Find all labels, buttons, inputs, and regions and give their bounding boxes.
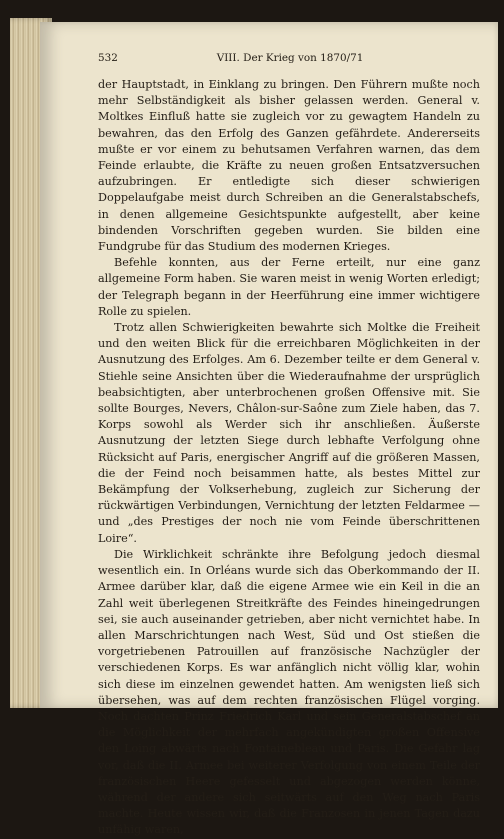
paragraph-2: Befehle konnten, aus der Ferne erteilt, nur eine ganz allgemeine Form haben. Sie waren meist in wenig Worten erledigt; der Telegraph begann in der Heerführung eine immer wichtigere Rolle zu spielen. <box>98 256 480 318</box>
running-title: VIII. Der Krieg von 1870/71 <box>216 52 364 64</box>
page-number: 532 <box>98 52 118 64</box>
paragraph-4: Die Wirklichkeit schränkte ihre Befolgung jedoch diesmal wesentlich ein. In Orléans wurde sich das Oberkommando der II. Armee darüber klar, daß die eigene Armee wie ein Keil in die an Zahl weit überlegenen Streitkräfte des Feindes hineingedrungen sei, sie auch auseinander getrieben, aber nicht vernichtet habe. In allen Marschrichtungen nach West, Süd und Ost stießen die vorgetriebenen Patrouillen auf französische Nachzügler der verschiedenen Korps. Es war anfänglich nicht völlig klar, wohin sich diese im einzelnen gewendet hatten. Am wenigsten ließ sich übersehen, was auf dem rechten französischen Flügel vorging. Noch dachten Prinz Friedrich Karl und sein Generalstabschef an die Möglichkeit der mehrfach angekündigten großen Offensive den Loing abwärts nach Fontainebleau und Paris. Die Gefahr lag vor, daß die II. Armee bei weiterer Verfolgung von einem Teile der französischen Heere gefesselt und abgezogen werden könne, während der andere sich seitwärts auf den Weg nach Paris machte. Heute wissen wir, daß die Franzosen in jenen Tagen dazu unfähig waren, <box>98 547 480 837</box>
paragraph-3: Trotz allen Schwierigkeiten bewahrte sich Moltke die Freiheit und den weiten Blick für die erreichbaren Möglichkeiten in der Ausnutzung des Erfolges. Am 6. Dezember teilte er dem General v. Stiehle seine Ansichten über die Wiederaufnahme der ursprüglich beabsichtigten, aber unterbrochenen großen Offensive mit. Sie sollte Bourges, Nevers, Châlon-sur-Saône zum Ziele haben, das 7. Korps sowohl als Werder sich ihr anschließen. Äußerste Ausnutzung der letzten Siege durch lebhafte Verfolgung ohne Rücksicht auf Paris, energischer Angriff auf die größeren Massen, die der Feind noch beisammen hatte, als bestes Mittel zur Bekämpfung der Volkserhebung, zugleich zur Sicherung der rückwärtigen Verbindungen, Vernichtung der letzten Feldarmee — und „des Prestiges der noch nie vom Feinde überschrittenen Loire“. <box>98 321 480 545</box>
body-text <box>98 77 480 839</box>
running-header <box>98 52 482 68</box>
paragraph-1: der Hauptstadt, in Einklang zu bringen. Den Führern mußte noch mehr Selbständigkeit als bisher gelassen werden. General v. Moltkes Einfluß hatte sie zugleich vor zu gewagtem Handeln zu bewahren, das den Erfolg des Ganzen gefährdete. Andererseits mußte er vor einem zu behutsamen Verfahren warnen, das dem Feinde erlaubte, die Kräfte zu neuen großen Entsatzversuchen aufzubringen. Er entledigte sich dieser schwierigen Doppelaufgabe meist durch Schreiben an die Generalstabschefs, in denen allgemeine Gesichtspunkte aufgestellt, aber keine bindenden Vorschriften gegeben wurden. Sie bilden eine Fundgrube für das Studium des modernen Krieges. <box>98 78 480 254</box>
